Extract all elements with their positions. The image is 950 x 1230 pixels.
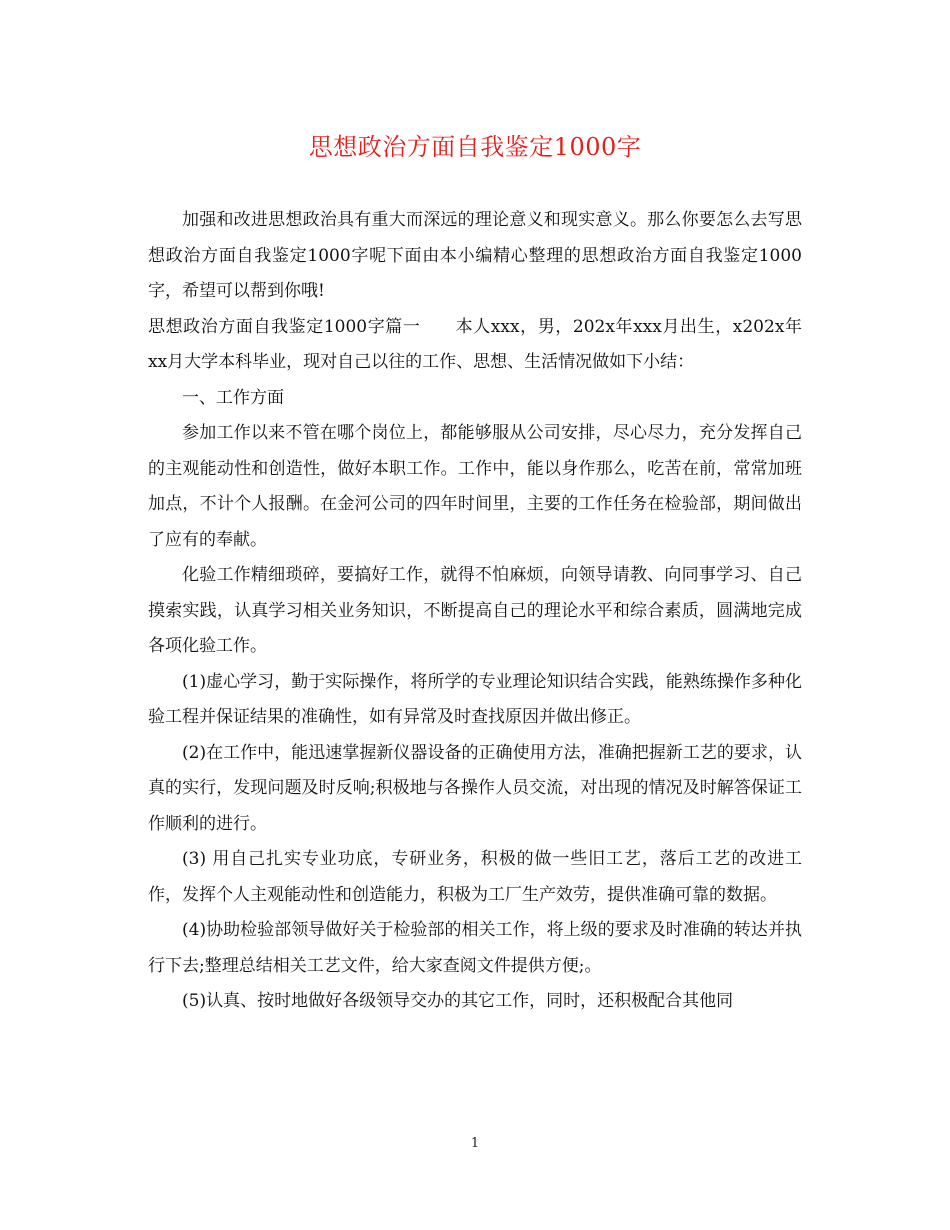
- list-item: (2)在工作中，能迅速掌握新仪器设备的正确使用方法，准确把握新工艺的要求，认真的实行，发现问题及时反响;积极地与各操作人员交流，对出现的情况及时解答保证工作顺利的进行。: [148, 742, 802, 834]
- list-item: (1)虚心学习，勤于实际操作，将所学的专业理论知识结合实践，能熟练操作多种化验工程并保证结果的准确性，如有异常及时查找原因并做出修正。: [148, 671, 802, 727]
- body-paragraph: 化验工作精细琐碎，要搞好工作，就得不怕麻烦，向领导请教、向同事学习、自己摸索实践，认真学习相关业务知识，不断提高自己的理论水平和综合素质，圆满地完成各项化验工作。: [148, 565, 802, 656]
- document-title: 思想政治方面自我鉴定1000字: [308, 133, 642, 161]
- page-number: 1: [470, 1136, 480, 1151]
- list-item: (3) 用自己扎实专业功底，专研业务，积极的做一些旧工艺，落后工艺的改进工作，发挥个人主观能动性和创造能力，积极为工厂生产效劳，提供准确可靠的数据。: [148, 849, 802, 905]
- section-heading: 一、工作方面: [182, 387, 284, 408]
- list-item: (5)认真、按时地做好各级领导交办的其它工作，同时，还积极配合其他同: [182, 991, 734, 1011]
- document-body: [148, 203, 802, 1020]
- body-paragraph: 参加工作以来不管在哪个岗位上，都能够服从公司安排，尽心尽力，充分发挥自己的主观能动性和创造性，做好本职工作。工作中，能以身作那么，吃苦在前，常常加班加点，不计个人报酬。在金河公司的四年时间里，主要的工作任务在检验部，期间做出了应有的奉献。: [148, 423, 802, 550]
- intro-paragraph: 加强和改进思想政治具有重大而深远的理论意义和现实意义。那么你要怎么去写思想政治方面自我鉴定1000字呢下面由本小编精心整理的思想政治方面自我鉴定1000字，希望可以帮到你哦!: [148, 210, 802, 301]
- list-item: (4)协助检验部领导做好关于检验部的相关工作，将上级的要求及时准确的转达并执行下去;整理总结相关工艺文件，给大家查阅文件提供方便;。: [148, 920, 802, 976]
- section-intro-paragraph: 思想政治方面自我鉴定1000字篇一 本人xxx，男，202x年xxx月出生，x202x年xx月大学本科毕业，现对自己以往的工作、思想、生活情况做如下小结：: [148, 316, 802, 372]
